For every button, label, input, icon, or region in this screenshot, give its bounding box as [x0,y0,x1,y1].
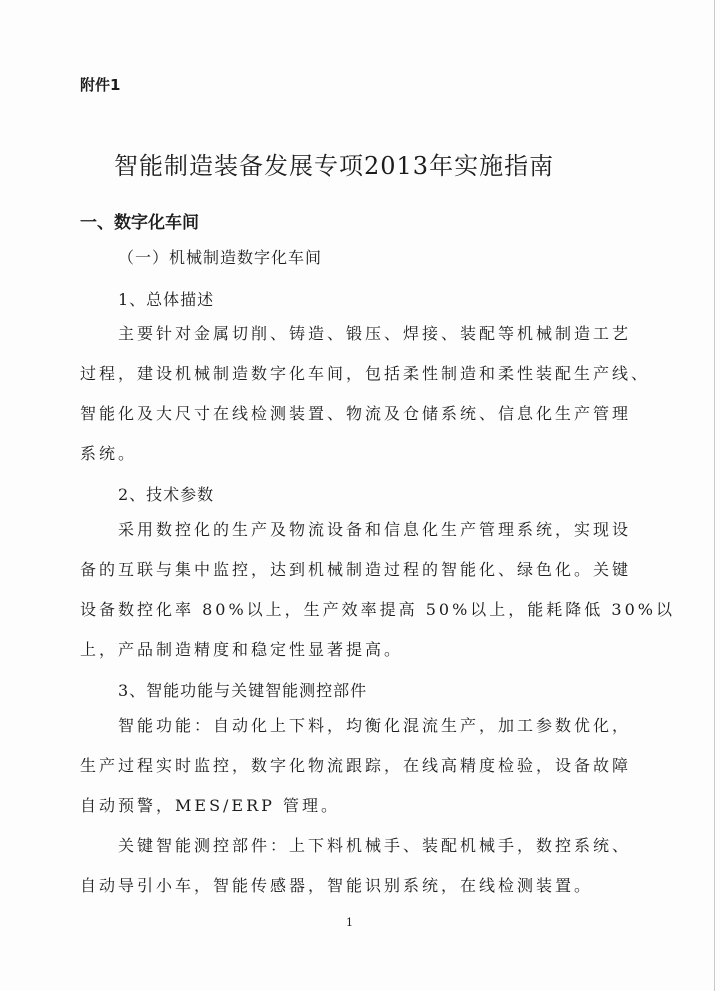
paragraph-line: 智能功能：自动化上下料，均衡化混流生产，加工参数优化， [118,716,632,735]
attachment-label: 附件1 [80,76,121,94]
document-title: 智能制造装备发展专项2013年实施指南 [114,152,555,180]
item-heading-smart-functions: 3、智能功能与关键智能测控部件 [118,681,368,700]
paragraph-line: 系统。 [80,444,138,463]
paragraph-line: 备的互联与集中监控，达到机械制造过程的智能化、绿色化。关键 [80,560,632,579]
paragraph-line: 采用数控化的生产及物流设备和信息化生产管理系统，实现设 [118,520,632,539]
paragraph-line: 智能化及大尺寸在线检测装置、物流及仓储系统、信息化生产管理 [80,404,632,423]
section-heading: 一、数字化车间 [80,213,199,233]
paragraph-key-components [80,826,632,906]
paragraph-line: 过程，建设机械制造数字化车间，包括柔性制造和柔性装配生产线、 [80,364,651,383]
paragraph-line: 主要针对金属切削、铸造、锻压、焊接、装配等机械制造工艺 [118,324,632,343]
paragraph-line: 上，产品制造精度和稳定性显著提高。 [80,640,404,659]
paragraph-line: 生产过程实时监控，数字化物流跟踪，在线高精度检验，设备故障 [80,756,632,775]
paragraph-line: 自动预警，MES/ERP 管理。 [80,796,340,815]
paragraph-line: 关键智能测控部件：上下料机械手、装配机械手，数控系统、 [118,836,632,855]
paragraph-technical-parameters [80,510,675,670]
subsection-heading: （一）机械制造数字化车间 [118,248,323,267]
scan-edge-line [714,0,715,991]
item-heading-technical-parameters: 2、技术参数 [118,485,215,504]
paragraph-overview [80,314,651,474]
paragraph-line: 自动导引小车，智能传感器，智能识别系统，在线检测装置。 [80,876,594,895]
paragraph-line: 设备数控化率 80%以上，生产效率提高 50%以上，能耗降低 30%以 [80,600,675,619]
paragraph-smart-functions [80,706,632,826]
page-number: 1 [346,916,353,929]
item-heading-overview: 1、总体描述 [118,290,215,309]
